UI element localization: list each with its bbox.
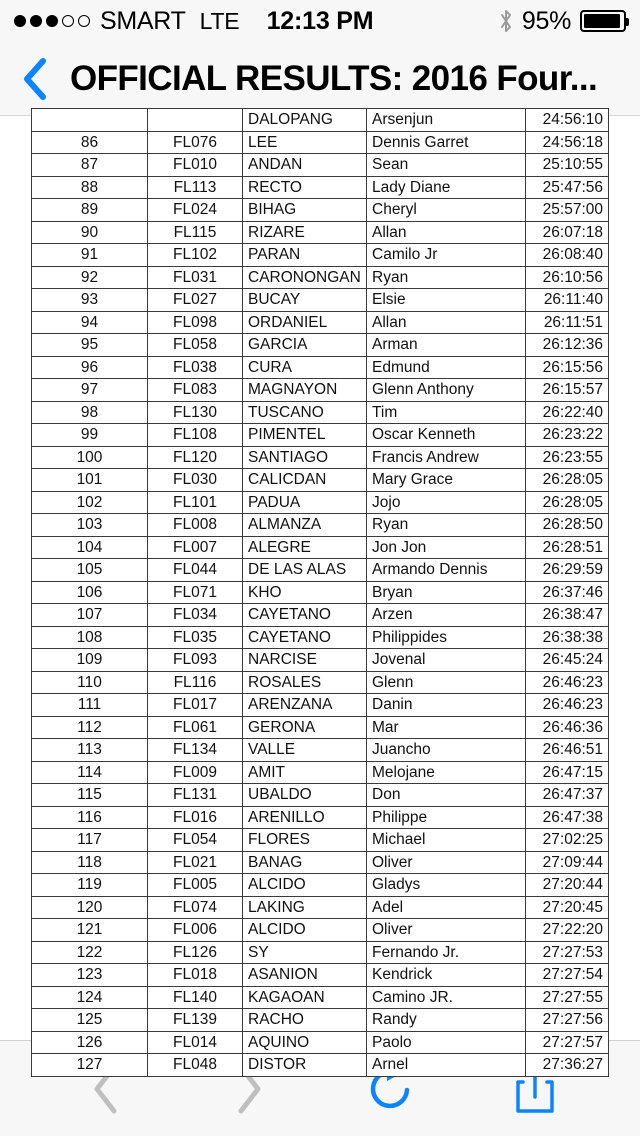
cell-time: 26:46:23 [526, 694, 609, 717]
table-row[interactable] [32, 986, 609, 1009]
cell-bib: FL071 [148, 581, 243, 604]
cell-rank: 116 [32, 806, 148, 829]
status-bar-clock: 12:13 PM [266, 6, 374, 35]
cell-last-name: ASANION [243, 964, 367, 987]
cell-last-name: SANTIAGO [243, 446, 367, 469]
table-row[interactable] [32, 244, 609, 267]
cell-time: 26:46:23 [526, 671, 609, 694]
cell-last-name: GERONA [243, 716, 367, 739]
cell-rank: 93 [32, 289, 148, 312]
table-row[interactable] [32, 334, 609, 357]
table-row[interactable] [32, 536, 609, 559]
cell-first-name: Allan [367, 311, 526, 334]
cell-bib: FL009 [148, 761, 243, 784]
cell-rank: 96 [32, 356, 148, 379]
cell-bib: FL006 [148, 919, 243, 942]
table-row[interactable] [32, 1031, 609, 1054]
cell-time: 27:27:57 [526, 1031, 609, 1054]
cell-last-name: KAGAOAN [243, 986, 367, 1009]
table-row[interactable] [32, 154, 609, 177]
cell-bib: FL035 [148, 626, 243, 649]
cell-rank: 111 [32, 694, 148, 717]
cell-first-name: Philippides [367, 626, 526, 649]
cell-time: 26:46:36 [526, 716, 609, 739]
cell-first-name: Jojo [367, 491, 526, 514]
cell-first-name: Tim [367, 401, 526, 424]
table-row[interactable] [32, 221, 609, 244]
cell-rank: 92 [32, 266, 148, 289]
cell-rank: 112 [32, 716, 148, 739]
cell-bib: FL140 [148, 986, 243, 1009]
cell-bib: FL083 [148, 379, 243, 402]
cell-first-name: Fernando Jr. [367, 941, 526, 964]
cell-first-name: Oscar Kenneth [367, 424, 526, 447]
cell-first-name: Mary Grace [367, 469, 526, 492]
table-row[interactable] [32, 491, 609, 514]
chevron-left-icon [22, 57, 48, 101]
cell-time: 26:11:51 [526, 311, 609, 334]
table-row[interactable] [32, 739, 609, 762]
cell-first-name: Philippe [367, 806, 526, 829]
cell-bib: FL007 [148, 536, 243, 559]
cell-last-name: CARONONGAN [243, 266, 367, 289]
cell-rank: 89 [32, 199, 148, 222]
cell-time: 26:47:37 [526, 784, 609, 807]
cell-first-name: Arzen [367, 604, 526, 627]
cell-first-name: Glenn Anthony [367, 379, 526, 402]
cell-bib: FL120 [148, 446, 243, 469]
table-row[interactable] [32, 199, 609, 222]
cell-rank: 113 [32, 739, 148, 762]
cell-bib: FL010 [148, 154, 243, 177]
document-content[interactable] [0, 111, 640, 1073]
cell-time: 26:23:22 [526, 424, 609, 447]
cell-first-name: Don [367, 784, 526, 807]
cell-bib: FL021 [148, 851, 243, 874]
cell-bib: FL016 [148, 806, 243, 829]
cell-first-name: Randy [367, 1009, 526, 1032]
table-row[interactable] [32, 896, 609, 919]
cell-rank: 126 [32, 1031, 148, 1054]
cell-rank: 121 [32, 919, 148, 942]
cell-rank: 101 [32, 469, 148, 492]
cell-first-name: Ryan [367, 514, 526, 537]
cell-time: 26:10:56 [526, 266, 609, 289]
cell-bib: FL061 [148, 716, 243, 739]
cell-bib: FL048 [148, 1054, 243, 1077]
cell-time: 27:27:54 [526, 964, 609, 987]
status-bar [0, 0, 640, 42]
cell-first-name: Arsenjun [367, 109, 526, 132]
table-row[interactable] [32, 671, 609, 694]
cell-time: 26:45:24 [526, 649, 609, 672]
cell-bib: FL130 [148, 401, 243, 424]
table-row[interactable] [32, 266, 609, 289]
cell-last-name: ALMANZA [243, 514, 367, 537]
cell-last-name: BUCAY [243, 289, 367, 312]
cell-last-name: ALCIDO [243, 874, 367, 897]
cell-last-name: SY [243, 941, 367, 964]
cell-rank: 123 [32, 964, 148, 987]
table-row[interactable] [32, 716, 609, 739]
cell-time: 26:15:57 [526, 379, 609, 402]
cell-bib: FL126 [148, 941, 243, 964]
cell-time: 27:27:56 [526, 1009, 609, 1032]
battery-fill [584, 14, 620, 28]
cell-bib: FL027 [148, 289, 243, 312]
table-row[interactable] [32, 784, 609, 807]
cell-rank: 115 [32, 784, 148, 807]
cell-last-name: ALEGRE [243, 536, 367, 559]
cell-first-name: Gladys [367, 874, 526, 897]
cell-time: 26:37:46 [526, 581, 609, 604]
cell-bib: FL044 [148, 559, 243, 582]
cell-bib: FL093 [148, 649, 243, 672]
cell-last-name: RECTO [243, 176, 367, 199]
cell-last-name: CAYETANO [243, 626, 367, 649]
table-row[interactable] [32, 874, 609, 897]
cell-rank: 108 [32, 626, 148, 649]
cell-time: 26:23:55 [526, 446, 609, 469]
cell-first-name: Elsie [367, 289, 526, 312]
cell-last-name: CALICDAN [243, 469, 367, 492]
cell-first-name: Dennis Garret [367, 131, 526, 154]
cell-bib: FL058 [148, 334, 243, 357]
table-row[interactable] [32, 626, 609, 649]
cell-bib: FL131 [148, 784, 243, 807]
cell-bib: FL113 [148, 176, 243, 199]
cell-bib: FL101 [148, 491, 243, 514]
table-row[interactable] [32, 379, 609, 402]
cell-last-name: ANDAN [243, 154, 367, 177]
cell-last-name: LAKING [243, 896, 367, 919]
cell-last-name: VALLE [243, 739, 367, 762]
table-row[interactable] [32, 356, 609, 379]
table-row[interactable] [32, 559, 609, 582]
cell-bib: FL139 [148, 1009, 243, 1032]
cell-time: 27:09:44 [526, 851, 609, 874]
cell-rank: 97 [32, 379, 148, 402]
cell-rank: 120 [32, 896, 148, 919]
network-type-label: LTE [199, 7, 240, 34]
cell-time: 25:47:56 [526, 176, 609, 199]
cell-bib: FL030 [148, 469, 243, 492]
cell-first-name: Adel [367, 896, 526, 919]
cell-last-name: ROSALES [243, 671, 367, 694]
cell-time: 25:10:55 [526, 154, 609, 177]
cell-rank: 106 [32, 581, 148, 604]
cell-time: 26:38:47 [526, 604, 609, 627]
cell-last-name: TUSCANO [243, 401, 367, 424]
cell-bib: FL014 [148, 1031, 243, 1054]
table-row[interactable] [32, 761, 609, 784]
cell-time: 26:47:38 [526, 806, 609, 829]
cell-bib: FL008 [148, 514, 243, 537]
cell-time: 26:28:51 [526, 536, 609, 559]
cell-rank: 90 [32, 221, 148, 244]
cell-rank: 99 [32, 424, 148, 447]
cell-time: 26:38:38 [526, 626, 609, 649]
cell-rank: 125 [32, 1009, 148, 1032]
cell-first-name: Camilo Jr [367, 244, 526, 267]
cell-rank: 122 [32, 941, 148, 964]
back-button[interactable] [12, 53, 58, 105]
cell-bib: FL116 [148, 671, 243, 694]
cell-first-name: Jovenal [367, 649, 526, 672]
cell-time: 24:56:10 [526, 109, 609, 132]
table-row[interactable] [32, 919, 609, 942]
cell-rank: 102 [32, 491, 148, 514]
cell-first-name: Paolo [367, 1031, 526, 1054]
cell-first-name: Francis Andrew [367, 446, 526, 469]
cell-last-name: ALCIDO [243, 919, 367, 942]
cell-time: 27:02:25 [526, 829, 609, 852]
cell-bib: FL038 [148, 356, 243, 379]
table-row[interactable] [32, 694, 609, 717]
cell-first-name: Melojane [367, 761, 526, 784]
cell-last-name: PADUA [243, 491, 367, 514]
cell-rank: 103 [32, 514, 148, 537]
table-row[interactable] [32, 176, 609, 199]
table-row[interactable] [32, 851, 609, 874]
cell-last-name: BIHAG [243, 199, 367, 222]
cell-first-name: Armando Dennis [367, 559, 526, 582]
cell-first-name: Edmund [367, 356, 526, 379]
table-row[interactable] [32, 964, 609, 987]
table-row[interactable] [32, 649, 609, 672]
status-bar-left [14, 7, 239, 36]
cell-rank: 95 [32, 334, 148, 357]
cell-time: 26:22:40 [526, 401, 609, 424]
cell-last-name: AMIT [243, 761, 367, 784]
cell-time: 26:07:18 [526, 221, 609, 244]
cell-bib: FL017 [148, 694, 243, 717]
cell-last-name: RIZARE [243, 221, 367, 244]
table-row[interactable] [32, 446, 609, 469]
table-row[interactable] [32, 1054, 609, 1077]
cell-rank: 110 [32, 671, 148, 694]
cell-time: 26:12:36 [526, 334, 609, 357]
cell-last-name: MAGNAYON [243, 379, 367, 402]
cell-rank [32, 109, 148, 132]
cell-bib: FL005 [148, 874, 243, 897]
cell-last-name: KHO [243, 581, 367, 604]
table-row[interactable] [32, 806, 609, 829]
results-table [31, 108, 609, 1077]
table-row[interactable] [32, 311, 609, 334]
cell-last-name: ARENILLO [243, 806, 367, 829]
cell-time: 27:20:45 [526, 896, 609, 919]
cell-time: 26:28:05 [526, 491, 609, 514]
cell-first-name: Michael [367, 829, 526, 852]
signal-dot [30, 15, 42, 27]
cell-last-name: ORDANIEL [243, 311, 367, 334]
bluetooth-icon [499, 9, 513, 33]
battery-icon [580, 10, 626, 32]
cell-last-name: PARAN [243, 244, 367, 267]
cell-rank: 109 [32, 649, 148, 672]
cell-last-name: RACHO [243, 1009, 367, 1032]
cell-bib: FL076 [148, 131, 243, 154]
cell-time: 26:28:50 [526, 514, 609, 537]
cell-rank: 127 [32, 1054, 148, 1077]
cell-bib: FL018 [148, 964, 243, 987]
signal-dot [78, 15, 90, 27]
cell-rank: 114 [32, 761, 148, 784]
cell-time: 26:15:56 [526, 356, 609, 379]
cell-last-name: UBALDO [243, 784, 367, 807]
cell-bib: FL024 [148, 199, 243, 222]
cell-last-name: BANAG [243, 851, 367, 874]
cell-last-name: CAYETANO [243, 604, 367, 627]
cell-rank: 124 [32, 986, 148, 1009]
cell-time: 26:28:05 [526, 469, 609, 492]
cell-last-name: AQUINO [243, 1031, 367, 1054]
cell-bib: FL134 [148, 739, 243, 762]
cell-rank: 118 [32, 851, 148, 874]
cell-rank: 86 [32, 131, 148, 154]
cell-last-name: GARCIA [243, 334, 367, 357]
cell-rank: 98 [32, 401, 148, 424]
cell-last-name: FLORES [243, 829, 367, 852]
page-title: OFFICIAL RESULTS: 2016 Four... [70, 58, 598, 98]
cell-time: 27:27:53 [526, 941, 609, 964]
table-row-clipped[interactable] [32, 109, 609, 132]
cell-first-name: Juancho [367, 739, 526, 762]
table-row[interactable] [32, 289, 609, 312]
cell-last-name: DISTOR [243, 1054, 367, 1077]
table-row[interactable] [32, 469, 609, 492]
cell-time: 27:36:27 [526, 1054, 609, 1077]
cell-rank: 87 [32, 154, 148, 177]
table-row[interactable] [32, 829, 609, 852]
cell-first-name: Arnel [367, 1054, 526, 1077]
cell-last-name: DALOPANG [243, 109, 367, 132]
cell-rank: 91 [32, 244, 148, 267]
cell-last-name: NARCISE [243, 649, 367, 672]
cell-first-name: Sean [367, 154, 526, 177]
cell-rank: 105 [32, 559, 148, 582]
table-row[interactable] [32, 941, 609, 964]
signal-dot [14, 15, 26, 27]
cell-bib: FL102 [148, 244, 243, 267]
cell-first-name: Mar [367, 716, 526, 739]
cell-time: 27:22:20 [526, 919, 609, 942]
cell-first-name: Kendrick [367, 964, 526, 987]
cell-time: 25:57:00 [526, 199, 609, 222]
signal-dot [46, 15, 58, 27]
cell-first-name: Lady Diane [367, 176, 526, 199]
cell-first-name: Arman [367, 334, 526, 357]
cell-first-name: Jon Jon [367, 536, 526, 559]
status-bar-right [499, 7, 626, 36]
table-row[interactable] [32, 581, 609, 604]
table-row[interactable] [32, 1009, 609, 1032]
cell-first-name: Oliver [367, 851, 526, 874]
results-table-body [32, 109, 609, 1077]
cell-bib: FL031 [148, 266, 243, 289]
cell-last-name: PIMENTEL [243, 424, 367, 447]
cell-first-name: Camino JR. [367, 986, 526, 1009]
cell-bib: FL054 [148, 829, 243, 852]
cell-bib: FL034 [148, 604, 243, 627]
cell-time: 26:29:59 [526, 559, 609, 582]
cell-time: 27:27:55 [526, 986, 609, 1009]
cell-bib: FL115 [148, 221, 243, 244]
cell-time: 26:11:40 [526, 289, 609, 312]
cell-first-name: Oliver [367, 919, 526, 942]
cell-rank: 88 [32, 176, 148, 199]
signal-strength-icon [14, 15, 90, 27]
cell-time: 27:20:44 [526, 874, 609, 897]
cell-bib: FL108 [148, 424, 243, 447]
cell-first-name: Glenn [367, 671, 526, 694]
table-row[interactable] [32, 424, 609, 447]
table-row[interactable] [32, 604, 609, 627]
cell-rank: 119 [32, 874, 148, 897]
cell-first-name: Ryan [367, 266, 526, 289]
cell-first-name: Allan [367, 221, 526, 244]
cell-time: 26:08:40 [526, 244, 609, 267]
table-row[interactable] [32, 514, 609, 537]
cell-time: 26:46:51 [526, 739, 609, 762]
cell-bib: FL074 [148, 896, 243, 919]
cell-bib: FL098 [148, 311, 243, 334]
carrier-label: SMART [100, 6, 186, 35]
cell-bib [148, 109, 243, 132]
cell-last-name: LEE [243, 131, 367, 154]
cell-first-name: Bryan [367, 581, 526, 604]
cell-first-name: Danin [367, 694, 526, 717]
navigation-bar [0, 42, 640, 116]
cell-first-name: Cheryl [367, 199, 526, 222]
cell-rank: 100 [32, 446, 148, 469]
cell-last-name: DE LAS ALAS [243, 559, 367, 582]
results-table-container [31, 108, 608, 1077]
cell-time: 26:47:15 [526, 761, 609, 784]
cell-rank: 94 [32, 311, 148, 334]
cell-rank: 107 [32, 604, 148, 627]
table-row[interactable] [32, 131, 609, 154]
table-row[interactable] [32, 401, 609, 424]
cell-rank: 104 [32, 536, 148, 559]
signal-dot [62, 15, 74, 27]
battery-percent-label: 95% [521, 6, 571, 35]
cell-last-name: CURA [243, 356, 367, 379]
cell-rank: 117 [32, 829, 148, 852]
cell-time: 24:56:18 [526, 131, 609, 154]
cell-last-name: ARENZANA [243, 694, 367, 717]
